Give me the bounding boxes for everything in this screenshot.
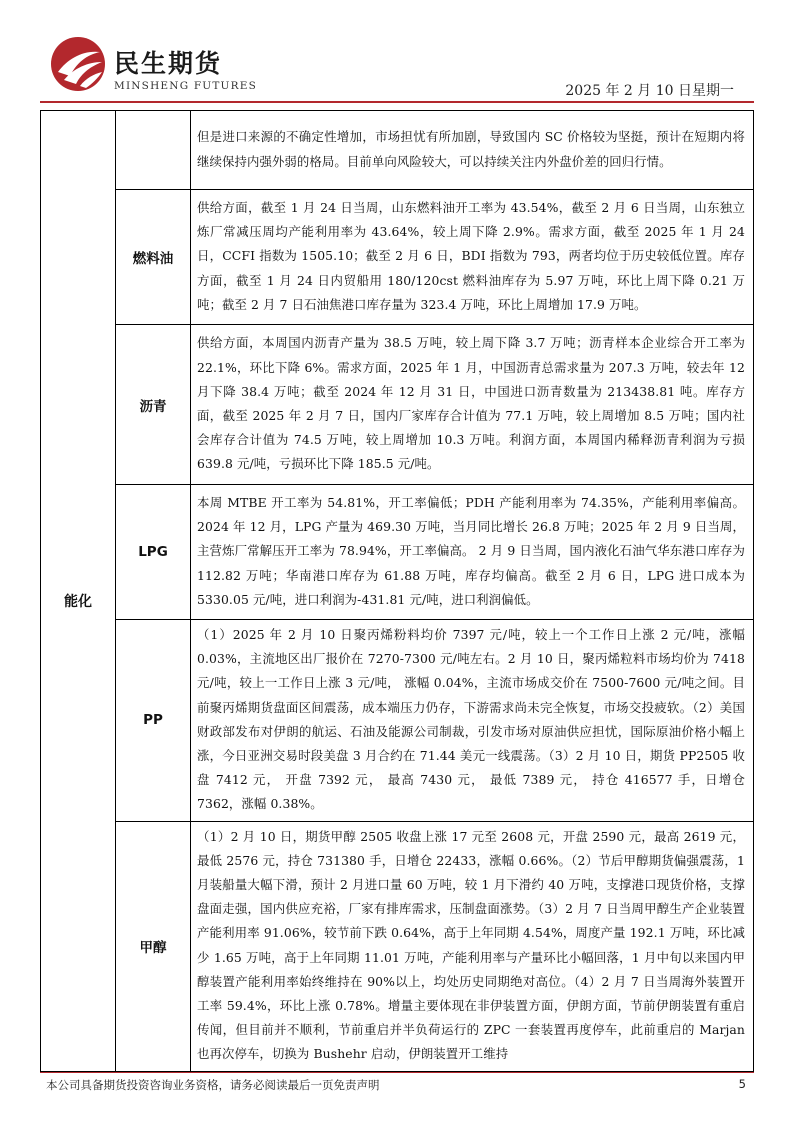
table-row — [41, 111, 754, 190]
table-row — [41, 821, 754, 1071]
commodity-text: （1）2 月 10 日，期货甲醇 2505 收盘上涨 17 元至 2608 元，开盘 2590 元，最高 2619 元，最低 2576 元，持仓 731380 手，日增仓 22433，涨幅 0.66%。（2）节后甲醇期货偏强震荡，1 月装船量大幅下滑，预计 2 月进口量 60 万吨，较 1 月下滑约 40 万吨，支撑港口现货价格，支撑盘面走强，国内供应充裕，厂家有排库需求，压制盘面涨势。（3）2 月 7 日当周甲醇生产企业装置产能利用率 91.06%，较节前下跌 0.64%，高于上年同期 4.54%，周度产量 192.1 万吨，环比减少 1.65 万吨，高于上年同期 11.01 万吨，产能利用率与产量环比小幅回落，1 月中旬以来国内甲醇装置产能利用率始终维持在 90%以上，均处历史同期绝对高位。（4）2 月 7 日当周海外装置开工率 59.4%，环比上涨 0.78%。增量主要体现在非伊装置方面，伊朗方面，节前伊朗装置有重启传闻，但目前并不顺利，节前重启并半负荷运行的 ZPC 一套装置再度停车，此前重启的 Marjan 也再次停车，切换为 Bushehr 启动，伊朗装置开工维持 — [191, 821, 754, 1071]
commodity-text: 供给方面，截至 1 月 24 日当周，山东燃料油开工率为 43.54%，截至 2 月 6 日当周，山东独立炼厂常减压周均产能利用率为 43.64%，较上周下降 2.9%。需求方面，截至 2025 年 1 月 24 日，CCFI 指数为 1505.10；截至 2 月 6 日，BDI 指数为 793，两者均位于历史较低位置。库存方面，截至 1 月 24 日内贸船用 180/120cst 燃料油库存为 5.97 万吨，环比上周下降 0.21 万吨；截至 2 月 7 日石油焦港口库存量为 323.4 万吨，环比上周增加 17.9 万吨。 — [191, 190, 754, 325]
logo-text-cn: 民生期货 — [114, 49, 223, 78]
category-cell: 能化 — [41, 111, 116, 1072]
logo-text-en: MINSHENG FUTURES — [114, 80, 257, 92]
commodity-table — [40, 110, 754, 1072]
table-row — [41, 485, 754, 620]
commodity-text: 但是进口来源的不确定性增加，市场担忧有所加剧，导致国内 SC 价格较为坚挺，预计在短期内将继续保持内强外弱的格局。目前单向风险较大，可以持续关注内外盘价差的回归行情。 — [191, 111, 754, 190]
commodity-name: 沥青 — [116, 325, 191, 485]
table-row — [41, 190, 754, 325]
minsheng-logo-icon — [50, 36, 106, 92]
footer-divider — [40, 1072, 754, 1073]
commodity-name: PP — [116, 620, 191, 822]
table-row — [41, 620, 754, 822]
report-date: 2025 年 2 月 10 日星期一 — [565, 83, 734, 99]
commodity-name: LPG — [116, 485, 191, 620]
commodity-name: 甲醇 — [116, 821, 191, 1071]
page-number: 5 — [738, 1077, 746, 1091]
header-divider — [40, 101, 754, 103]
page-header — [40, 34, 754, 104]
commodity-text: （1）2025 年 2 月 10 日聚丙烯粉料均价 7397 元/吨，较上一个工作日上涨 2 元/吨，涨幅 0.03%，主流地区出厂报价在 7270-7300 元/吨左右。2 月 10 日，聚丙烯粒料市场均价为 7418 元/吨，较上一工作日上涨 3 元/吨， 涨幅 0.04%，主流市场成交价在 7500-7600 元/吨之间。目前聚丙烯期货盘面区间震荡，成本端压力仍存，下游需求尚未完全恢复，市场交投疲软。（2）美国财政部发布对伊朗的航运、石油及能源公司制裁，引发市场对原油供应担忧，国际原油价格小幅上涨，今日亚洲交易时段美盘 3 月合约在 71.44 美元一线震荡。（3）2 月 10 日，期货 PP2505 收盘 7412 元， 开盘 7392 元， 最高 7430 元， 最低 7389 元， 持仓 416577 手，日增仓 7362，涨幅 0.38%。 — [191, 620, 754, 822]
commodity-name — [116, 111, 191, 190]
commodity-name: 燃料油 — [116, 190, 191, 325]
table-row — [41, 325, 754, 485]
commodity-text: 供给方面，本周国内沥青产量为 38.5 万吨，较上周下降 3.7 万吨；沥青样本企业综合开工率为 22.1%，环比下降 6%。需求方面，2025 年 1 月，中国沥青总需求量为 207.3 万吨，较去年 12 月下降 38.4 万吨；截至 2024 年 12 月 31 日，中国进口沥青数量为 213438.81 吨。库存方面，截至 2025 年 2 月 7 日，国内厂家库存合计值为 77.1 万吨，较上周增加 8.5 万吨；国内社会库存合计值为 74.5 万吨，较上周增加 10.3 万吨。利润方面，本周国内稀释沥青利润为亏损 639.8 元/吨，亏损环比下降 185.5 元/吨。 — [191, 325, 754, 485]
footer-disclaimer: 本公司具备期货投资咨询业务资格，请务必阅读最后一页免责声明 — [46, 1078, 380, 1092]
commodity-text: 本周 MTBE 开工率为 54.81%，开工率偏低；PDH 产能利用率为 74.35%，产能利用率偏高。2024 年 12 月，LPG 产量为 469.30 万吨，当月同比增长 26.8 万吨；2025 年 2 月 9 日当周，主营炼厂常解压开工率为 78.94%，开工率偏高。 2 月 9 日当周，国内液化石油气华东港口库存为 112.82 万吨；华南港口库存为 61.88 万吨，库存均偏高。截至 2 月 6 日，LPG 进口成本为 5330.05 元/吨，进口利润为-431.81 元/吨，进口利润偏低。 — [191, 485, 754, 620]
